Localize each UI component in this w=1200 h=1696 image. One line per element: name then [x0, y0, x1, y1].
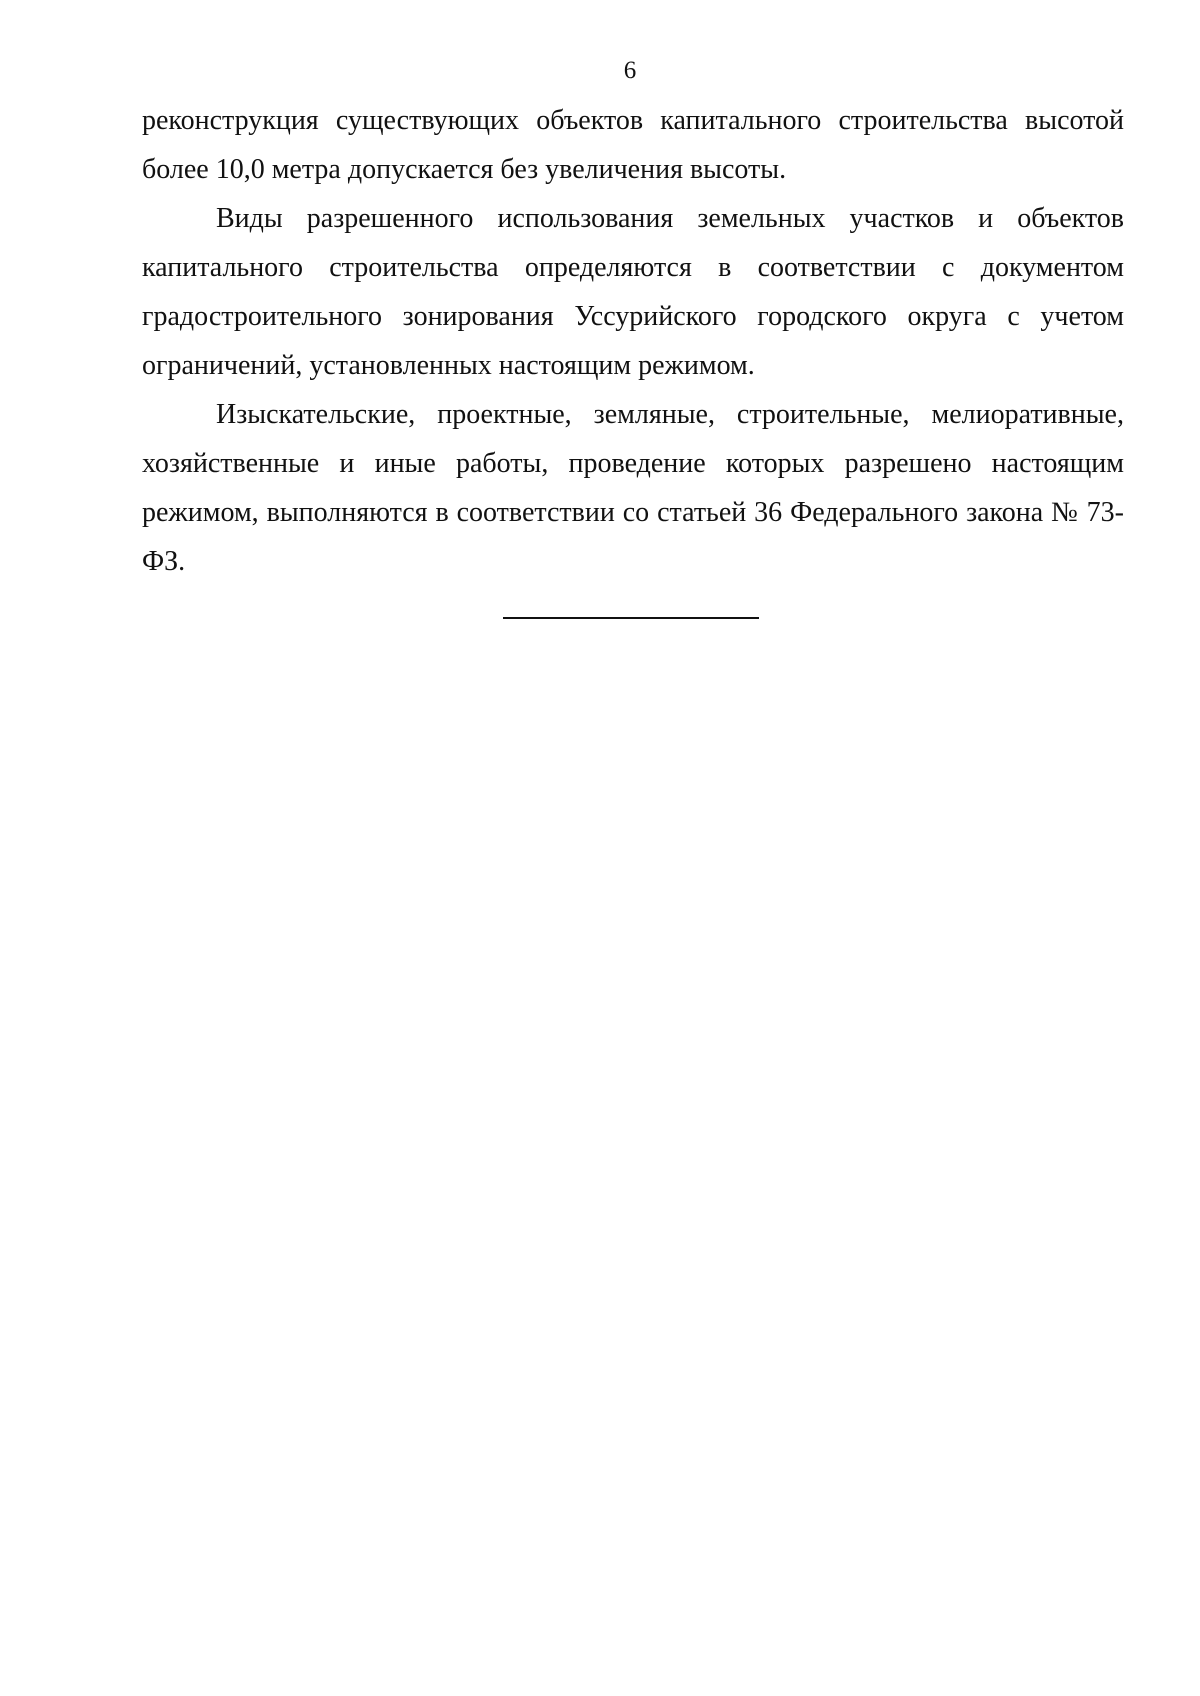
end-of-document-rule	[503, 617, 759, 619]
page-number: 6	[623, 57, 637, 84]
paragraph-works: Изыскательские, проектные, земляные, строительные, мелиоративные, хозяйственные и иные работы, проведение которых разрешено настоящим режимом, выполняются в соответствии со статьей 36 Федерального закона № 73-ФЗ.	[142, 399, 1124, 577]
paragraph-continuation: реконструкция существующих объектов капитального строительства высотой более 10,0 метра допускается без увеличения высоты.	[142, 105, 1124, 185]
document-body	[142, 96, 1124, 586]
paragraph-permitted-uses: Виды разрешенного использования земельных участков и объектов капитального строительства определяются в соответствии с документом градостроительного зонирования Уссурийского городского округа с учетом ограничений, установленных настоящим режимом.	[142, 203, 1124, 381]
